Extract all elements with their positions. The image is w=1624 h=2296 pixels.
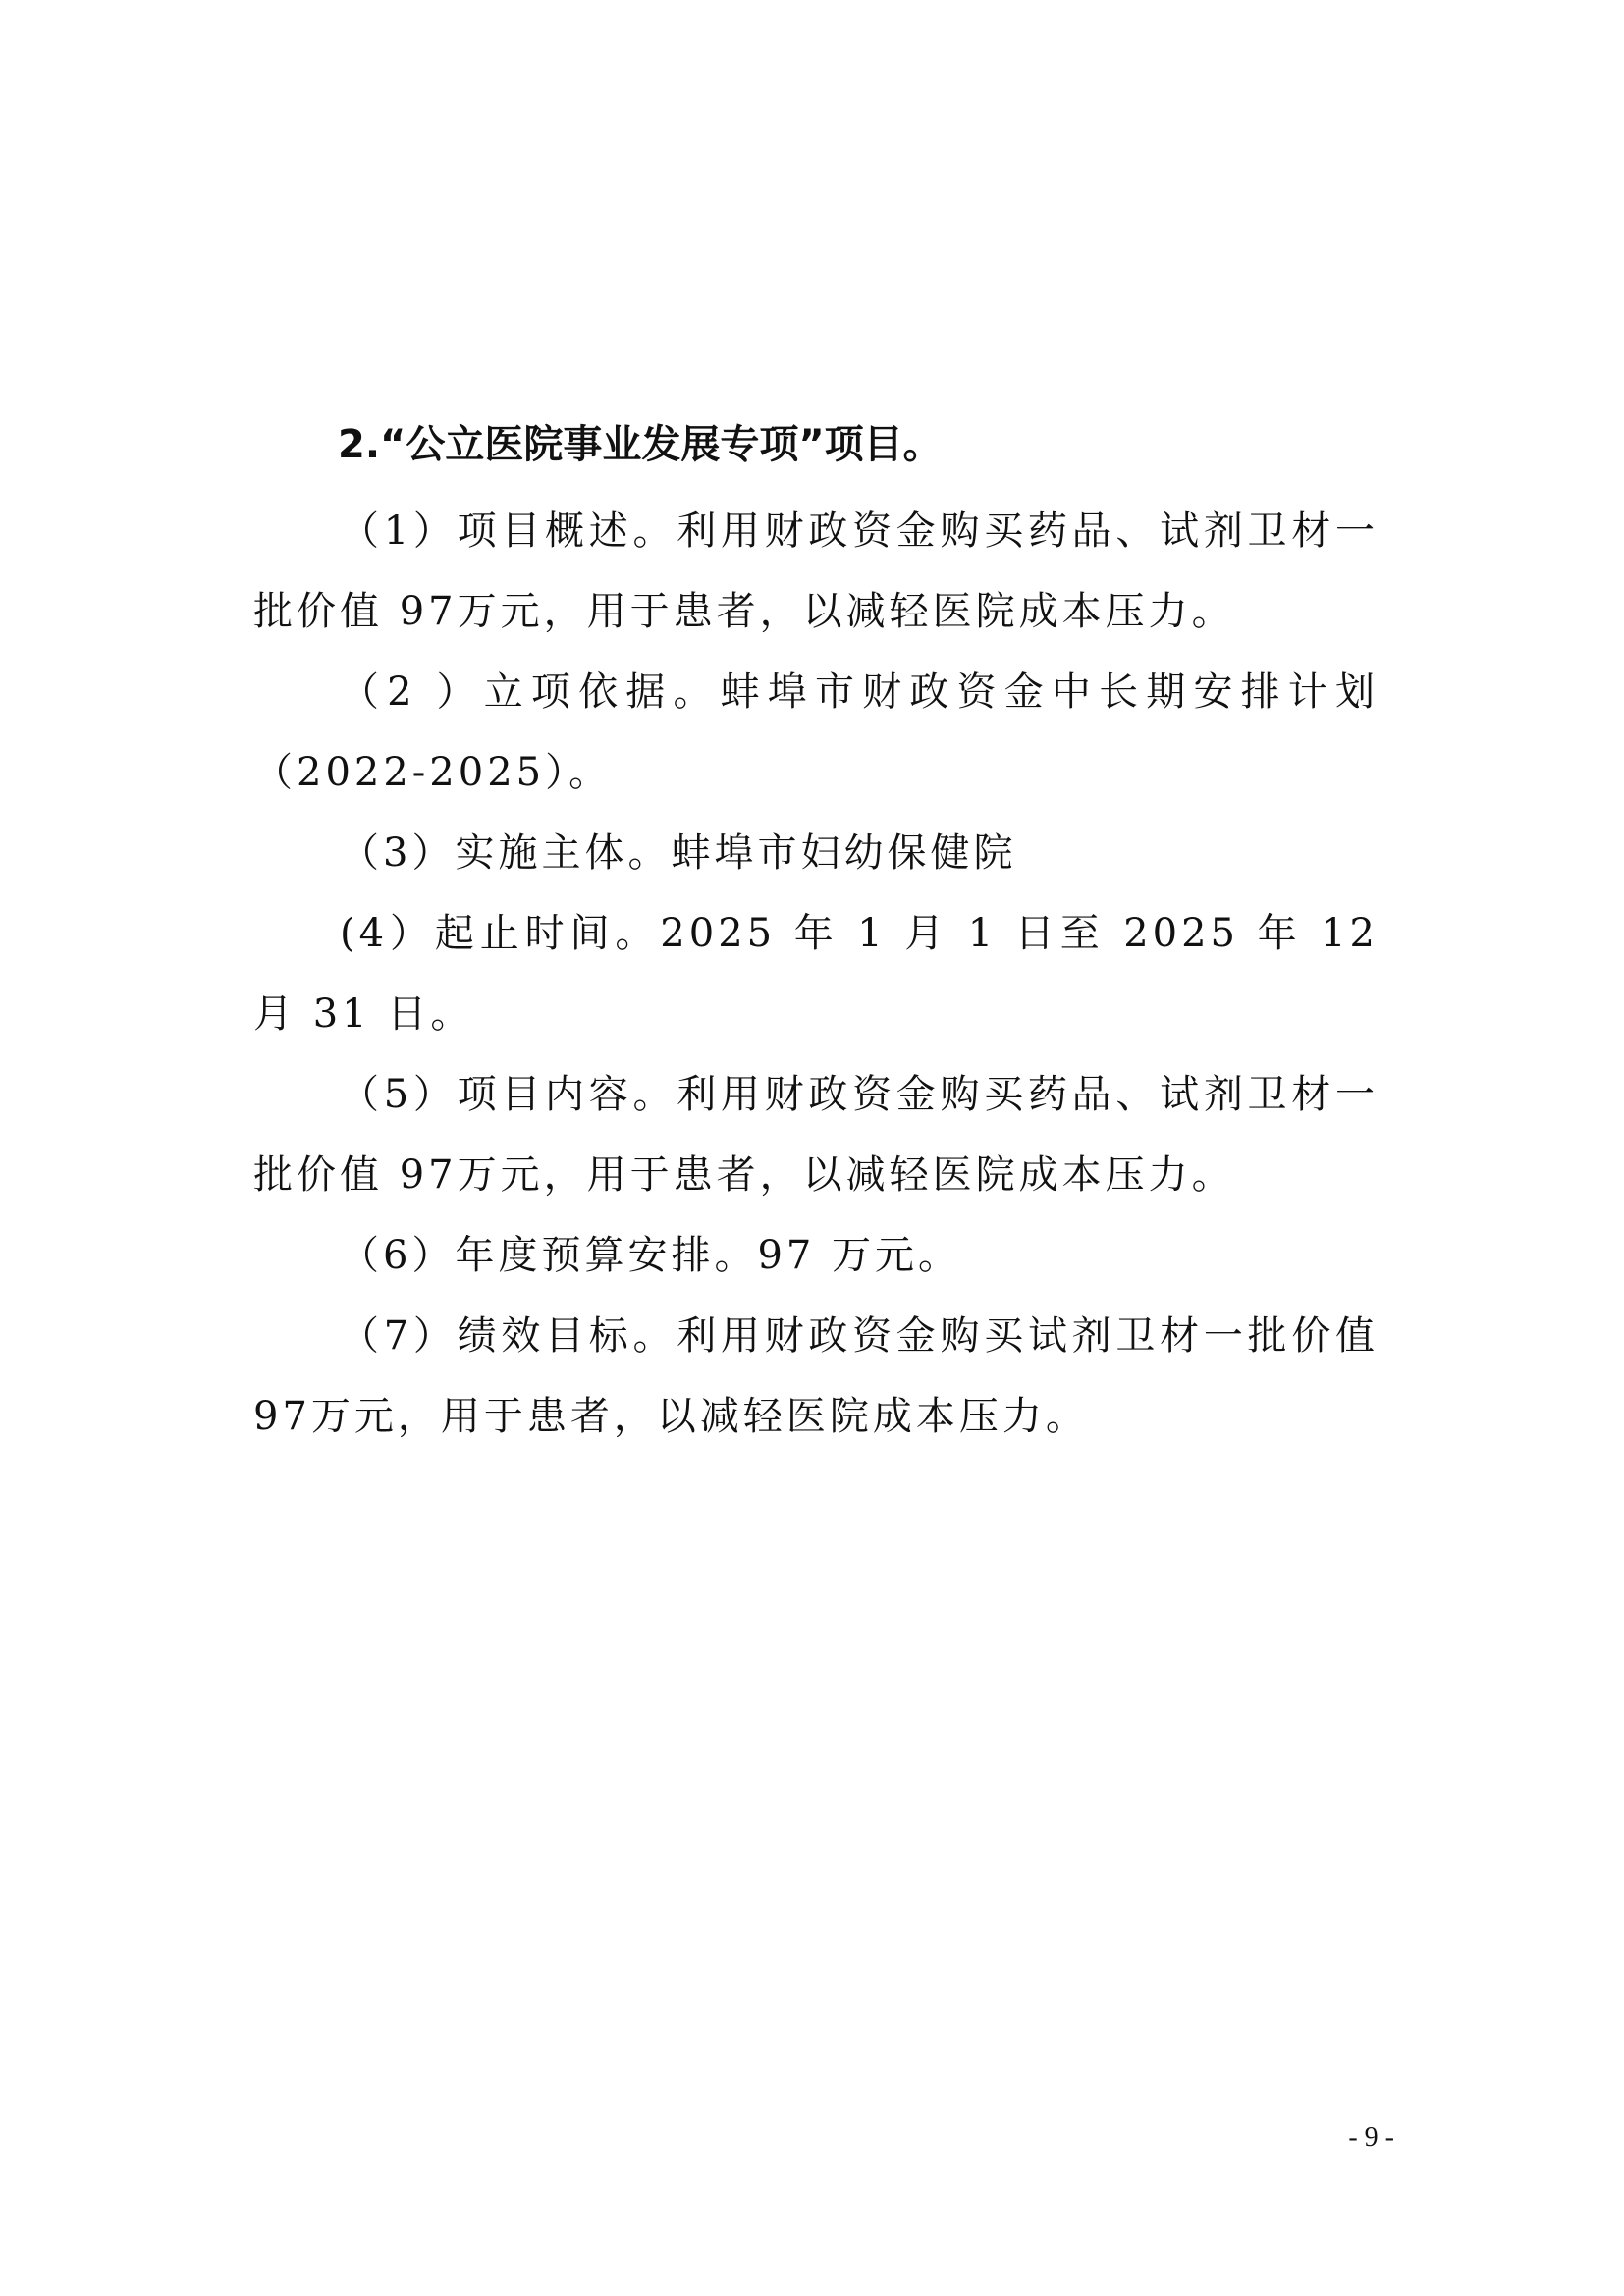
paragraph-annual-budget: （6）年度预算安排。97 万元。: [340, 1233, 962, 1278]
document-body: [253, 491, 1379, 1457]
page-number: - 9 -: [1348, 2122, 1394, 2153]
paragraph-project-content: （5）项目内容。利用财政资金购买药品、试剂卫材一批价值 97万元，用于患者，以减轻医院成本压力。: [253, 1072, 1379, 1198]
paragraph-project-overview: （1）项目概述。利用财政资金购买药品、试剂卫材一批价值 97万元，用于患者，以减轻医院成本压力。: [253, 508, 1379, 634]
paragraph-project-basis: （2 ）立项依据。蚌埠市财政资金中长期安排计划 （2022-2025）。: [253, 669, 1379, 795]
paragraph-start-end-time: (4）起止时间。2025 年 1 月 1 日至 2025 年 12 月 31 日。: [253, 911, 1379, 1037]
section-heading: 2.“公立医院事业发展专项”项目。: [338, 422, 943, 467]
paragraph-implementing-entity: （3）实施主体。蚌埠市妇幼保健院: [340, 830, 1017, 876]
paragraph-performance-goal: （7）绩效目标。利用财政资金购买试剂卫材一批价值 97万元，用于患者，以减轻医院成本压力。: [253, 1313, 1379, 1439]
